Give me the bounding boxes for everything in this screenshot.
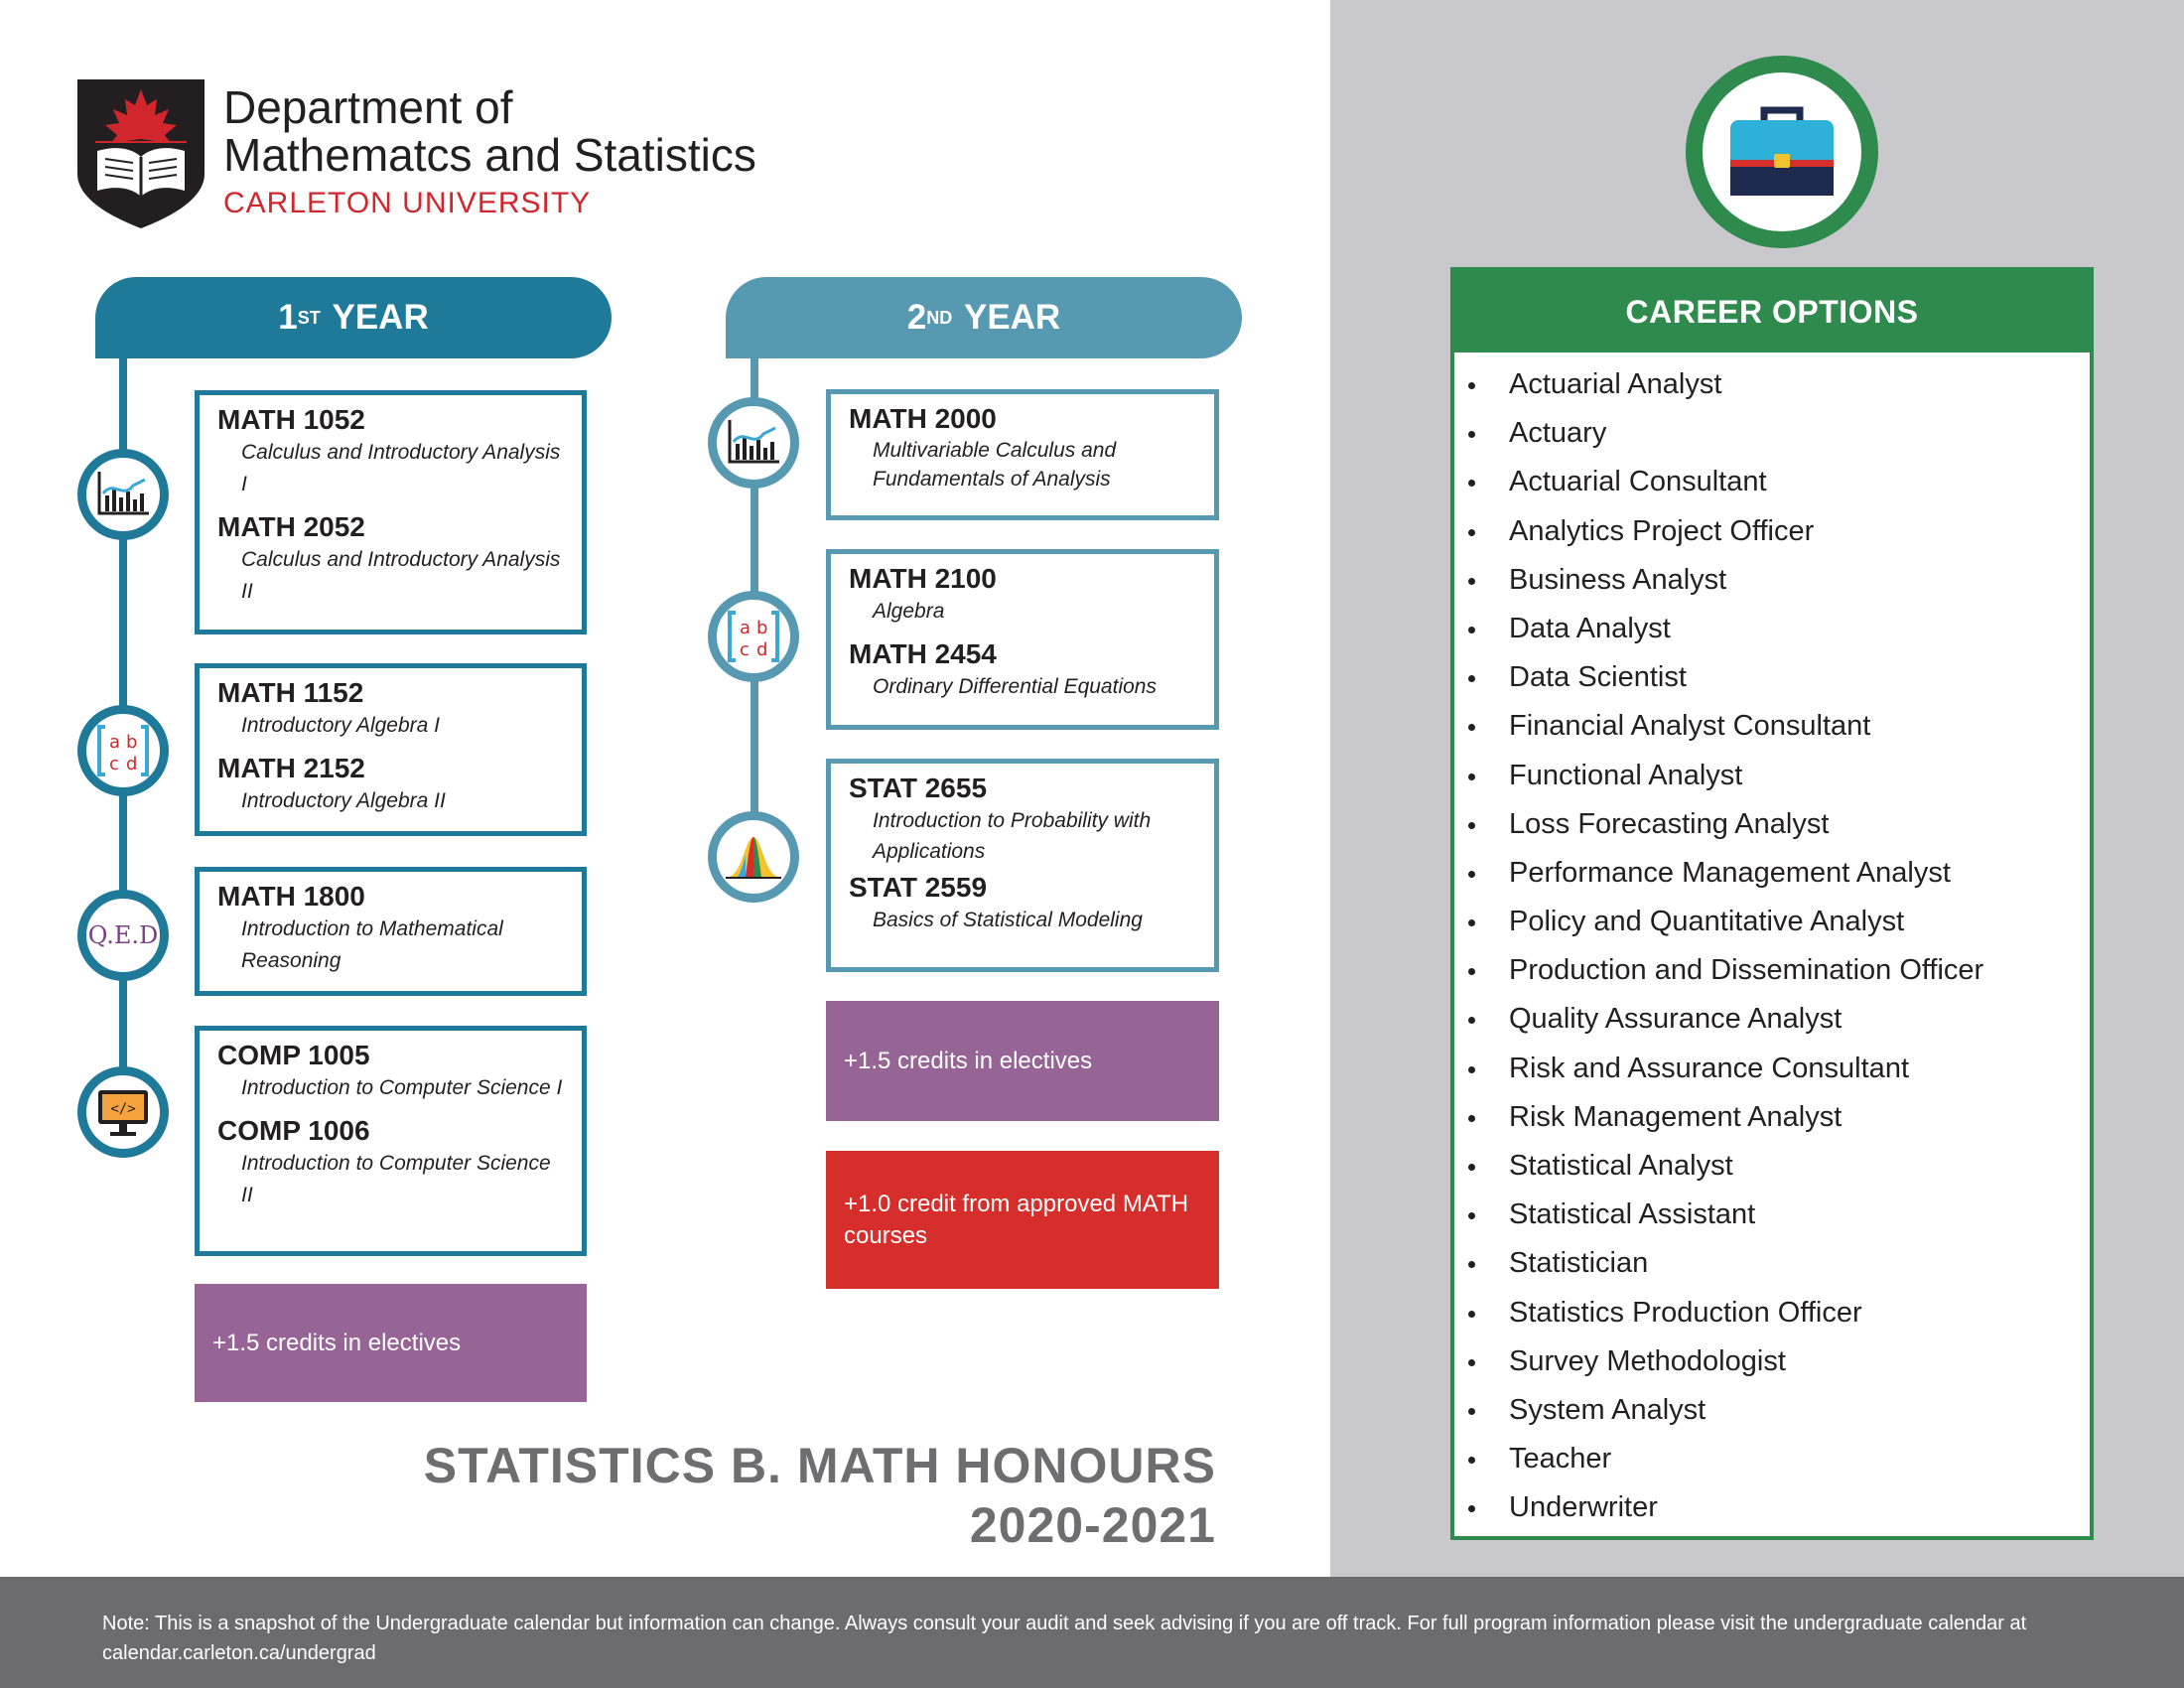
career-item-label: Functional Analyst	[1509, 759, 1743, 791]
year-1-electives: +1.5 credits in electives	[195, 1284, 587, 1402]
career-options-title: CAREER OPTIONS	[1454, 271, 2090, 352]
year-2-math-credit: +1.0 credit from approved MATH courses	[826, 1151, 1219, 1289]
year-2-electives: +1.5 credits in electives	[826, 1001, 1219, 1121]
course-code: MATH 2000	[849, 403, 997, 434]
career-item-label: Statistical Analyst	[1509, 1150, 1733, 1182]
course-code: MATH 2454	[849, 638, 997, 669]
career-item-label: Performance Management Analyst	[1509, 856, 1951, 889]
course-group-algebra-ode	[826, 549, 1219, 730]
chart-icon	[708, 397, 799, 489]
course-code: MATH 2100	[849, 563, 997, 594]
svg-text:b: b	[756, 618, 768, 638]
career-item-label: Quality Assurance Analyst	[1509, 1003, 1843, 1036]
course-name: Introduction to Computer Science I	[241, 1076, 563, 1099]
career-item-label: Risk and Assurance Consultant	[1509, 1052, 1909, 1084]
course-group-multivariable	[826, 389, 1219, 520]
career-item	[1454, 1239, 2090, 1288]
svg-text:d: d	[126, 754, 138, 774]
career-item-label: System Analyst	[1509, 1393, 1706, 1426]
course-name: Calculus and Introductory Analysis I	[241, 441, 561, 495]
career-item	[1454, 458, 2090, 506]
career-item-label: Teacher	[1509, 1443, 1612, 1476]
briefcase-icon	[1686, 56, 1878, 248]
career-item-label: Policy and Quantitative Analyst	[1509, 906, 1905, 938]
career-item	[1454, 1337, 2090, 1386]
qed-icon-text: Q.E.D	[87, 921, 159, 949]
career-item-label: Survey Methodologist	[1509, 1344, 1786, 1377]
bullet-icon	[1468, 1017, 1475, 1024]
footer-note: Note: This is a snapshot of the Undergraduate calendar but information can change. Always consult your audit and seek advising if you are off track. For full program information please visit the undergraduate calendar at calendar.carleton.ca/undergrad	[102, 1613, 2027, 1664]
course-name: Introduction to Probability with Applications	[873, 809, 1152, 863]
carleton-shield-logo	[77, 79, 205, 228]
bullet-icon	[1468, 1212, 1475, 1219]
bullet-icon	[1468, 724, 1475, 731]
career-item	[1454, 898, 2090, 946]
svg-text:a: a	[740, 618, 751, 638]
chart-icon	[77, 449, 169, 540]
career-item	[1454, 800, 2090, 849]
career-item	[1454, 360, 2090, 409]
bullet-icon	[1468, 1261, 1475, 1268]
career-item	[1454, 752, 2090, 800]
bullet-icon	[1468, 919, 1475, 926]
bullet-icon	[1468, 1066, 1475, 1073]
career-item	[1454, 1045, 2090, 1093]
bullet-icon	[1468, 1505, 1475, 1512]
bullet-icon	[1468, 578, 1475, 585]
computer-code-icon	[77, 1066, 169, 1158]
program-name: STATISTICS B. MATH HONOURS	[423, 1438, 1216, 1493]
bullet-icon	[1468, 627, 1475, 633]
career-item-label: Data Analyst	[1509, 612, 1671, 644]
course-group-calculus	[195, 390, 587, 634]
career-item	[1454, 1386, 2090, 1435]
career-item	[1454, 849, 2090, 898]
bullet-icon	[1468, 822, 1475, 829]
career-item-label: Financial Analyst Consultant	[1509, 710, 1871, 743]
bullet-icon	[1468, 382, 1475, 389]
year-2-suffix: ND	[926, 307, 953, 328]
course-code: COMP 1006	[217, 1115, 370, 1146]
course-name: Algebra	[873, 600, 945, 623]
career-item-label: Underwriter	[1509, 1491, 1658, 1524]
bullet-icon	[1468, 529, 1475, 536]
career-item-label: Loss Forecasting Analyst	[1509, 807, 1830, 840]
svg-text:c: c	[740, 639, 750, 660]
program-years: 2020-2021	[969, 1497, 1216, 1553]
distribution-icon	[708, 811, 799, 903]
career-item-label: Data Scientist	[1509, 661, 1687, 694]
bullet-icon	[1468, 480, 1475, 487]
career-item-label: Risk Management Analyst	[1509, 1100, 1843, 1133]
course-name: Introduction to Mathematical Reasoning	[241, 917, 503, 972]
career-item-label: Statistics Production Officer	[1509, 1296, 1862, 1329]
career-item-label: Business Analyst	[1509, 563, 1727, 596]
career-item	[1454, 507, 2090, 556]
bullet-icon	[1468, 1164, 1475, 1171]
career-options-panel	[1450, 267, 2094, 1540]
bullet-icon	[1468, 675, 1475, 682]
university-name: CARLETON UNIVERSITY	[223, 187, 592, 219]
career-item-label: Statistician	[1509, 1247, 1649, 1280]
course-code: MATH 2152	[217, 753, 365, 783]
bullet-icon	[1468, 1311, 1475, 1318]
bullet-icon	[1468, 1457, 1475, 1464]
course-name: Basics of Statistical Modeling	[873, 909, 1143, 931]
course-group-computer-science	[195, 1026, 587, 1256]
course-group-reasoning	[195, 867, 587, 996]
course-code: MATH 1800	[217, 881, 365, 912]
career-item	[1454, 995, 2090, 1044]
matrix-icon	[77, 705, 169, 796]
footer-bar	[0, 1577, 2184, 1688]
course-name: Introductory Algebra II	[241, 789, 446, 812]
course-name: Multivariable Calculus and Fundamentals of Analysis	[873, 439, 1117, 491]
course-group-statistics	[826, 759, 1219, 972]
course-code: STAT 2655	[849, 773, 988, 803]
year-2-word: YEAR	[963, 298, 1061, 337]
bullet-icon	[1468, 431, 1475, 438]
career-list	[1454, 352, 2090, 1533]
course-name: Ordinary Differential Equations	[873, 675, 1157, 698]
year-2-header	[726, 277, 1242, 358]
bullet-icon	[1468, 1359, 1475, 1366]
course-name: Introductory Algebra I	[241, 714, 440, 737]
year-1-header	[95, 277, 612, 358]
career-item	[1454, 1142, 2090, 1191]
career-item-label: Analytics Project Officer	[1509, 514, 1815, 547]
career-item	[1454, 1289, 2090, 1337]
matrix-icon	[708, 591, 799, 682]
course-group-algebra	[195, 663, 587, 836]
bullet-icon	[1468, 774, 1475, 780]
year-1-number: 1	[278, 298, 298, 337]
course-code: STAT 2559	[849, 872, 988, 903]
svg-text:c: c	[109, 754, 119, 774]
course-code: MATH 1152	[217, 677, 364, 708]
year-1-suffix: ST	[297, 307, 321, 328]
career-item	[1454, 1483, 2090, 1532]
course-code: MATH 1052	[217, 404, 365, 435]
svg-text:b: b	[126, 732, 138, 753]
career-item	[1454, 409, 2090, 458]
career-item-label: Actuary	[1509, 417, 1607, 450]
program-title	[424, 1436, 1216, 1555]
career-item	[1454, 653, 2090, 702]
career-item-label: Statistical Assistant	[1509, 1198, 1756, 1231]
career-item-label: Production and Dissemination Officer	[1509, 954, 1984, 987]
career-item	[1454, 556, 2090, 605]
bullet-icon	[1468, 968, 1475, 975]
svg-text:d: d	[756, 639, 768, 660]
department-title	[223, 83, 756, 179]
career-item-label: Actuarial Consultant	[1509, 466, 1767, 498]
bullet-icon	[1468, 871, 1475, 878]
year-1-word: YEAR	[332, 298, 429, 337]
year-2-number: 2	[906, 298, 927, 337]
course-name: Introduction to Computer Science II	[241, 1152, 551, 1206]
department-line-1: Department of	[223, 81, 513, 133]
career-item	[1454, 1191, 2090, 1239]
career-item	[1454, 702, 2090, 751]
career-item-label: Actuarial Analyst	[1509, 368, 1722, 400]
bullet-icon	[1468, 1115, 1475, 1122]
course-code: COMP 1005	[217, 1040, 370, 1070]
career-item	[1454, 946, 2090, 995]
course-name: Calculus and Introductory Analysis II	[241, 548, 561, 603]
svg-text:a: a	[109, 732, 121, 753]
department-line-2: Mathematcs and Statistics	[223, 129, 756, 181]
svg-text:</>: </>	[110, 1101, 136, 1117]
course-code: MATH 2052	[217, 511, 365, 542]
qed-icon	[77, 890, 169, 981]
bullet-icon	[1468, 1408, 1475, 1415]
career-item	[1454, 1093, 2090, 1142]
career-item	[1454, 1435, 2090, 1483]
career-item	[1454, 605, 2090, 653]
